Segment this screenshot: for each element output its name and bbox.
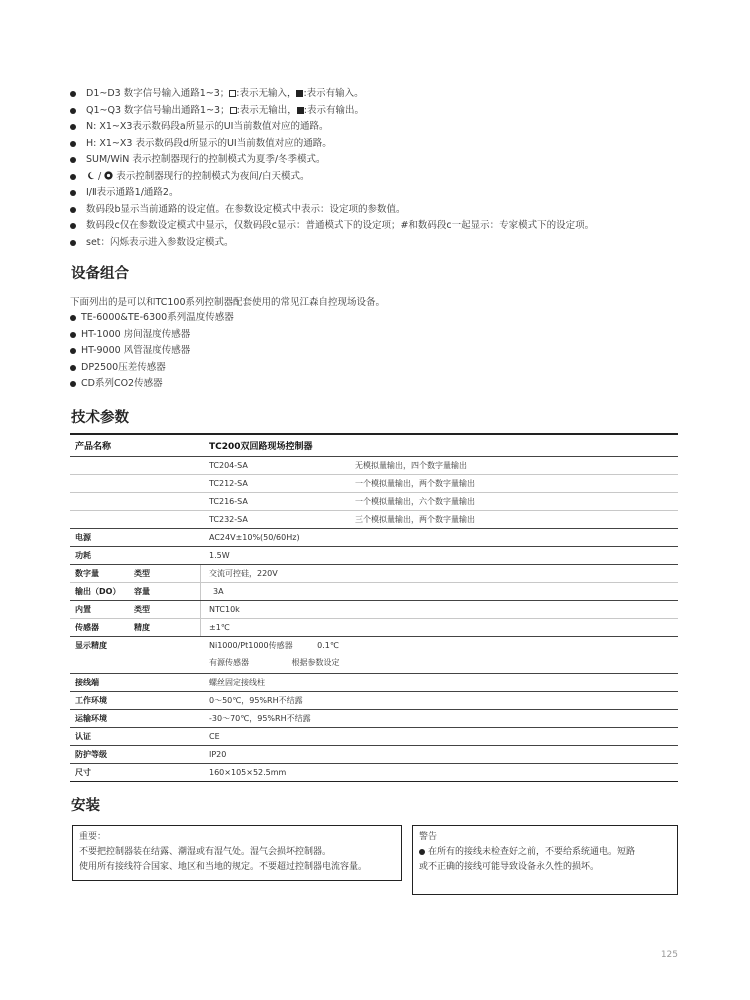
list-item: D1~D3 数字信号输入通路1~3； :表示无输入， :表示有输入。 bbox=[70, 86, 690, 103]
list-item: HT-9000 风管湿度传感器 bbox=[70, 343, 234, 360]
bullet-dot-icon bbox=[70, 348, 76, 354]
device-list bbox=[70, 310, 234, 393]
model-name: TC232-SA bbox=[209, 515, 248, 524]
column-divider bbox=[200, 583, 201, 600]
bullet-dot-icon bbox=[70, 91, 76, 97]
list-item: TE-6000&TE-6300系列温度传感器 bbox=[70, 310, 234, 327]
section-title-devices: 设备组合 bbox=[71, 266, 129, 282]
status-legend-list bbox=[70, 86, 690, 251]
spec-value: 1.5W bbox=[209, 551, 230, 560]
list-item: Ⅰ/Ⅱ表示通路1/通路2。 bbox=[70, 185, 690, 202]
bullet-dot-icon bbox=[70, 381, 76, 387]
moon-icon bbox=[86, 171, 95, 180]
table-row bbox=[70, 764, 678, 782]
spec-value: TC200双回路现场控制器 bbox=[209, 442, 313, 452]
spec-label: 显示精度 bbox=[75, 641, 107, 650]
table-row bbox=[70, 601, 678, 619]
list-item: H: X1~X3 表示数码段d所显示的UI当前数值对应的通路。 bbox=[70, 136, 690, 153]
spec-label: 传感器 bbox=[75, 623, 99, 632]
sun-icon bbox=[104, 171, 113, 180]
spec-table bbox=[70, 433, 678, 782]
warning-notice-box bbox=[412, 825, 678, 895]
spec-sublabel: 类型 bbox=[134, 605, 150, 614]
table-row bbox=[70, 692, 678, 710]
spec-value: AC24V±10%(50/60Hz) bbox=[209, 533, 300, 542]
spec-label: 尺寸 bbox=[75, 768, 91, 777]
spec-label: 功耗 bbox=[75, 551, 91, 560]
table-row bbox=[70, 583, 678, 601]
section-title-install: 安装 bbox=[71, 798, 100, 814]
spec-value: 螺丝固定接线柱 bbox=[209, 678, 265, 687]
list-item: 数码段b显示当前通路的设定值。在参数设定模式中表示：设定项的参数值。 bbox=[70, 202, 690, 219]
list-item: set：闪烁表示进入参数设定模式。 bbox=[70, 235, 690, 252]
spec-label: 接线端 bbox=[75, 678, 99, 687]
warning-title: 警告 bbox=[419, 832, 438, 842]
table-row bbox=[70, 475, 678, 493]
bullet-dot-icon bbox=[70, 365, 76, 371]
important-title: 重要： bbox=[79, 832, 107, 842]
important-line: 使用所有接线符合国家、地区和当地的规定。不要超过控制器电流容量。 bbox=[79, 862, 368, 872]
table-row bbox=[70, 637, 678, 674]
spec-label: 运输环境 bbox=[75, 714, 107, 723]
spec-value: 交流可控硅，220V bbox=[209, 569, 278, 578]
list-item: HT-1000 房间湿度传感器 bbox=[70, 327, 234, 344]
spec-label: 认证 bbox=[75, 732, 91, 741]
spec-value: 3A bbox=[213, 587, 224, 596]
spec-value: -30～70℃，95%RH不结露 bbox=[209, 714, 311, 723]
empty-square-icon bbox=[230, 107, 237, 114]
spec-label: 电源 bbox=[75, 533, 91, 542]
model-desc: 一个模拟量输出，六个数字量输出 bbox=[355, 497, 475, 506]
bullet-dot-icon bbox=[70, 315, 76, 321]
column-divider bbox=[200, 619, 201, 636]
important-line: 不要把控制器装在结露、潮湿或有湿气处。湿气会损坏控制器。 bbox=[79, 847, 332, 857]
spec-value: ±1℃ bbox=[209, 623, 230, 632]
bullet-dot-icon bbox=[70, 124, 76, 130]
column-divider bbox=[200, 565, 201, 582]
spec-sublabel: 容量 bbox=[134, 587, 150, 596]
table-row bbox=[70, 746, 678, 764]
list-item: N: X1~X3表示数码段a所显示的UI当前数值对应的通路。 bbox=[70, 119, 690, 136]
spec-label: 内置 bbox=[75, 605, 91, 614]
spec-label: 输出（DO） bbox=[75, 587, 121, 596]
spec-value: NTC10k bbox=[209, 605, 240, 614]
spec-value: 160×105×52.5mm bbox=[209, 768, 287, 777]
model-name: TC212-SA bbox=[209, 479, 248, 488]
bullet-dot-icon bbox=[70, 207, 76, 213]
table-row bbox=[70, 565, 678, 583]
bullet-dot-icon bbox=[70, 223, 76, 229]
spec-label: 防护等级 bbox=[75, 750, 107, 759]
model-name: TC204-SA bbox=[209, 461, 248, 470]
spec-label: 工作环境 bbox=[75, 696, 107, 705]
list-item: 数码段c仅在参数设定模式中显示，仅数码段c显示：普通模式下的设定项；#和数码段c一起显示：专家模式下的设定项。 bbox=[70, 218, 690, 235]
spec-sublabel: 精度 bbox=[134, 623, 150, 632]
important-notice-box bbox=[72, 825, 402, 881]
spec-value: 0～50℃，95%RH不结露 bbox=[209, 696, 303, 705]
spec-value: CE bbox=[209, 732, 220, 741]
model-desc: 三个模拟量输出，两个数字量输出 bbox=[355, 515, 475, 524]
display-accuracy-line1: Ni1000/Pt1000传感器 0.1℃ bbox=[209, 641, 339, 650]
page-number: 125 bbox=[660, 950, 678, 960]
bullet-dot-icon bbox=[70, 108, 76, 114]
spec-sublabel: 类型 bbox=[134, 569, 150, 578]
bullet-dot-icon bbox=[70, 190, 76, 196]
table-row bbox=[70, 547, 678, 565]
spec-label: 产品名称 bbox=[75, 442, 112, 452]
table-row bbox=[70, 728, 678, 746]
model-name: TC216-SA bbox=[209, 497, 248, 506]
table-row bbox=[70, 619, 678, 637]
display-accuracy-line2: 有源传感器 根据参数设定 bbox=[209, 658, 340, 667]
column-divider bbox=[200, 601, 201, 618]
spec-value: IP20 bbox=[209, 750, 227, 759]
bullet-dot-icon bbox=[70, 141, 76, 147]
list-item: DP2500压差传感器 bbox=[70, 360, 234, 377]
list-item: 在所有的接线未检查好之前，不要给系统通电。短路 bbox=[419, 845, 671, 860]
list-item: / 表示控制器现行的控制模式为夜间/白天模式。 bbox=[70, 169, 690, 186]
bullet-dot-icon bbox=[70, 332, 76, 338]
table-row bbox=[70, 674, 678, 692]
spec-label: 数字量 bbox=[75, 569, 99, 578]
devices-intro: 下面列出的是可以和TC100系列控制器配套使用的常见江森自控现场设备。 bbox=[70, 297, 386, 308]
list-item: Q1~Q3 数字信号输出通路1~3； :表示无输出， :表示有输出。 bbox=[70, 103, 690, 120]
bullet-dot-icon bbox=[70, 240, 76, 246]
table-row bbox=[70, 457, 678, 475]
list-item: SUM/WiN 表示控制器现行的控制模式为夏季/冬季模式。 bbox=[70, 152, 690, 169]
model-desc: 一个模拟量输出，两个数字量输出 bbox=[355, 479, 475, 488]
table-row bbox=[70, 511, 678, 529]
table-row bbox=[70, 710, 678, 728]
table-row bbox=[70, 435, 678, 457]
table-row bbox=[70, 529, 678, 547]
bullet-dot-icon bbox=[70, 174, 76, 180]
filled-square-icon bbox=[297, 107, 304, 114]
bullet-dot-icon bbox=[70, 157, 76, 163]
warning-line: 或不正确的接线可能导致设备永久性的损坏。 bbox=[419, 862, 600, 872]
table-row bbox=[70, 493, 678, 511]
section-title-specs: 技术参数 bbox=[71, 410, 129, 426]
model-desc: 无模拟量输出，四个数字量输出 bbox=[355, 461, 467, 470]
list-item: CD系列CO2传感器 bbox=[70, 376, 234, 393]
bullet-dot-icon bbox=[419, 849, 425, 855]
